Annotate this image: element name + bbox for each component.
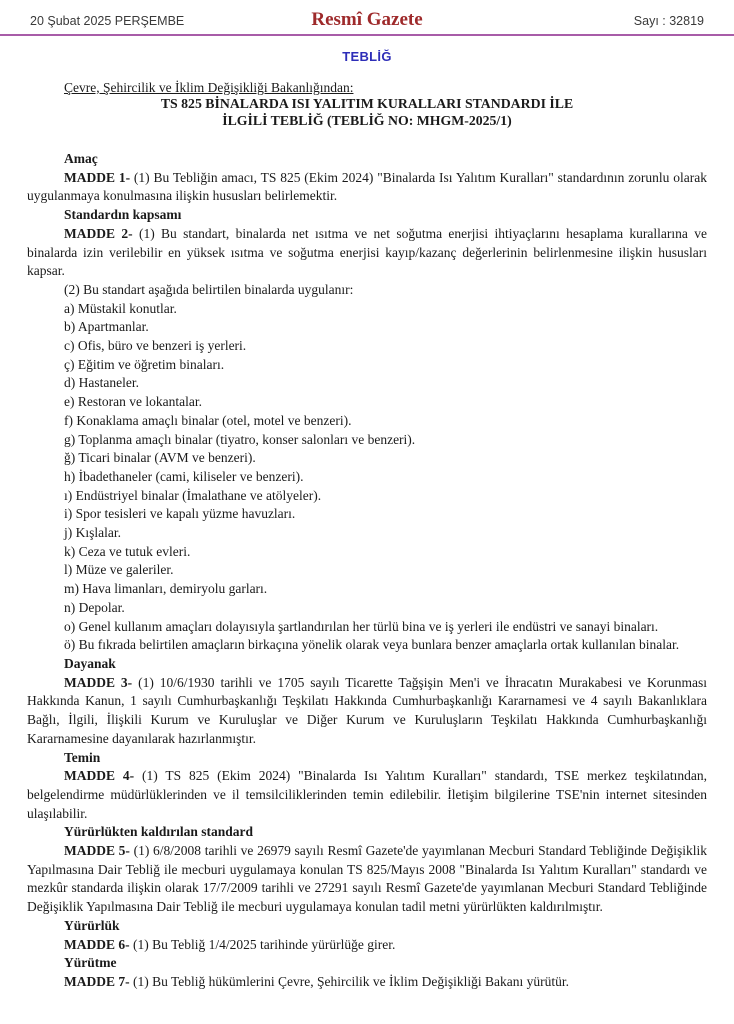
article-paragraph: ö) Bu fıkrada belirtilen amaçların birkaçına yönelik olarak veya bunlara benzer amaçlarla ortak kullanılan binalar. xyxy=(64,637,680,653)
section-label: TEBLİĞ xyxy=(342,49,392,64)
article-paragraph: MADDE 1- (1) Bu Tebliğin amacı, TS 825 (Ekim 2024) "Binalarda Isı Yalıtım Kuralları" standardının zorunlu olarak uygulanmaya konulmasına ilişkin hususları belirlemektir. xyxy=(27,169,707,204)
article-paragraph: c) Ofis, büro ve benzeri iş yerleri. xyxy=(64,338,247,354)
article-label: MADDE 3- xyxy=(64,674,133,690)
section-heading: Yürütme xyxy=(64,955,117,971)
article-paragraph: MADDE 6- (1) Bu Tebliğ 1/4/2025 tarihinde yürürlüğe girer. xyxy=(64,936,396,952)
notification-title-line-1: TS 825 BİNALARDA ISI YALITIM KURALLARI STANDARDI İLE xyxy=(160,96,574,111)
article-paragraph: k) Ceza ve tutuk evleri. xyxy=(64,543,191,559)
article-paragraph: m) Hava limanları, demiryolu garları. xyxy=(64,581,268,597)
gazette-date: 20 Şubat 2025 PERŞEMBE xyxy=(30,14,185,28)
article-paragraph: ı) Endüstriyel binalar (İmalathane ve atölyeler). xyxy=(64,487,322,503)
section-heading: Temin xyxy=(64,749,101,765)
section-heading: Standardın kapsamı xyxy=(64,207,182,223)
document-body xyxy=(27,150,707,992)
gazette-masthead xyxy=(0,0,734,31)
article-paragraph: n) Depolar. xyxy=(64,599,125,615)
article-label: MADDE 1- xyxy=(64,169,131,185)
article-label: MADDE 2- xyxy=(64,225,133,241)
article-paragraph: MADDE 2- (1) Bu standart, binalarda net ısıtma ve net soğutma enerjisi ihtiyaçlarını hesaplama kurallarına ve binalarda izin verilebilir en yüksek ısıtma ve soğutma enerjisi kayıp/kazanç değerlerinin belirlenmesine ilişkin hususları kapsar. xyxy=(27,225,707,279)
article-paragraph: MADDE 7- (1) Bu Tebliğ hükümlerini Çevre, Şehircilik ve İklim Değişikliği Bakanı yürütür. xyxy=(64,973,569,989)
notification-title-line-2: İLGİLİ TEBLİĞ (TEBLİĞ NO: MHGM-2025/1) xyxy=(222,112,512,128)
article-label: MADDE 7- xyxy=(64,973,130,989)
section-heading: Yürürlükten kaldırılan standard xyxy=(64,824,254,840)
article-paragraph: f) Konaklama amaçlı binalar (otel, motel ve benzeri). xyxy=(64,412,352,428)
article-paragraph: e) Restoran ve lokantalar. xyxy=(64,394,202,410)
article-label: MADDE 4- xyxy=(64,768,135,784)
header-divider xyxy=(0,34,734,36)
article-label: MADDE 6- xyxy=(64,936,130,952)
article-paragraph: j) Kışlalar. xyxy=(64,525,121,541)
issuing-authority: Çevre, Şehircilik ve İklim Değişikliği Bakanlığından: xyxy=(64,80,354,95)
section-heading: Yürürlük xyxy=(64,917,120,933)
article-paragraph: d) Hastaneler. xyxy=(64,375,139,391)
article-paragraph: o) Genel kullanım amaçları dolayısıyla şartlandırılan her türlü bina ve iş yerleri ile endüstri ve sanayi binaları. xyxy=(64,618,659,634)
section-heading: Amaç xyxy=(64,151,98,166)
article-label: MADDE 5- xyxy=(64,843,130,859)
article-paragraph: MADDE 4- (1) TS 825 (Ekim 2024) "Binalarda Isı Yalıtım Kuralları" standardı, TSE merkez teşkilatından, belgelendirme müdürlüklerinden ve il temsilciliklerinden temin edilebilir. İletişim bilgilerine TSE'nin internet sitesinden ulaşılabilir. xyxy=(27,768,707,821)
section-heading: Dayanak xyxy=(64,655,116,671)
article-paragraph: g) Toplanma amaçlı binalar (tiyatro, konser salonları ve benzeri). xyxy=(64,431,416,447)
notification-document xyxy=(0,80,734,992)
gazette-issue-number: Sayı : 32819 xyxy=(633,14,704,28)
article-paragraph: l) Müze ve galeriler. xyxy=(64,562,174,578)
article-paragraph: MADDE 5- (1) 6/8/2008 tarihli ve 26979 sayılı Resmî Gazete'de yayımlanan Mecburi Standard Tebliğinde Değişiklik Yapılmasına Dair Tebliğ ile mecburi uygulamaya konulan TS 825/Mayıs 2008 "Binalarda Isı Yalıtım Kuralları" standardı ve mezkûr standarda ilişkin olarak 17/7/2009 tarihli ve 27291 sayılı Resmî Gazete'de yayımlanan Mecburi Standard Tebliğinde Değişiklik Yapılmasına Dair Tebliğ ile mecburi uygulamaya konulan tadil metni yürürlükten kaldırılmıştır. xyxy=(27,843,707,915)
gazette-title: Resmî Gazete xyxy=(311,9,423,30)
article-paragraph: ğ) Ticari binalar (AVM ve benzeri). xyxy=(64,450,256,466)
article-paragraph: MADDE 3- (1) 10/6/1930 tarihli ve 1705 sayılı Ticarette Tağşişin Men'i ve İhracatın Murakabesi ve Korunması Hakkında Kanun, 1 sayılı Cumhurbaşkanlığı Teşkilatı Hakkında Cumhurbaşkanlığı Kararnamesi ve 4 sayılı Bakanlıklara Bağlı, İlgili, İlişkili Kurum ve Kuruluşlar ve Diğer Kurum ve Kuruluşların Teşkilatı Hakkında Cumhurbaşkanlığı Kararnamesine dayanılarak hazırlanmıştır. xyxy=(27,674,707,746)
article-paragraph: a) Müstakil konutlar. xyxy=(64,300,177,316)
article-paragraph: b) Apartmanlar. xyxy=(64,319,149,335)
article-paragraph: i) Spor tesisleri ve kapalı yüzme havuzları. xyxy=(64,506,296,522)
article-paragraph: (2) Bu standart aşağıda belirtilen binalarda uygulanır: xyxy=(64,281,354,297)
article-paragraph: ç) Eğitim ve öğretim binaları. xyxy=(64,356,225,372)
article-paragraph: h) İbadethaneler (cami, kiliseler ve benzeri). xyxy=(64,468,304,484)
